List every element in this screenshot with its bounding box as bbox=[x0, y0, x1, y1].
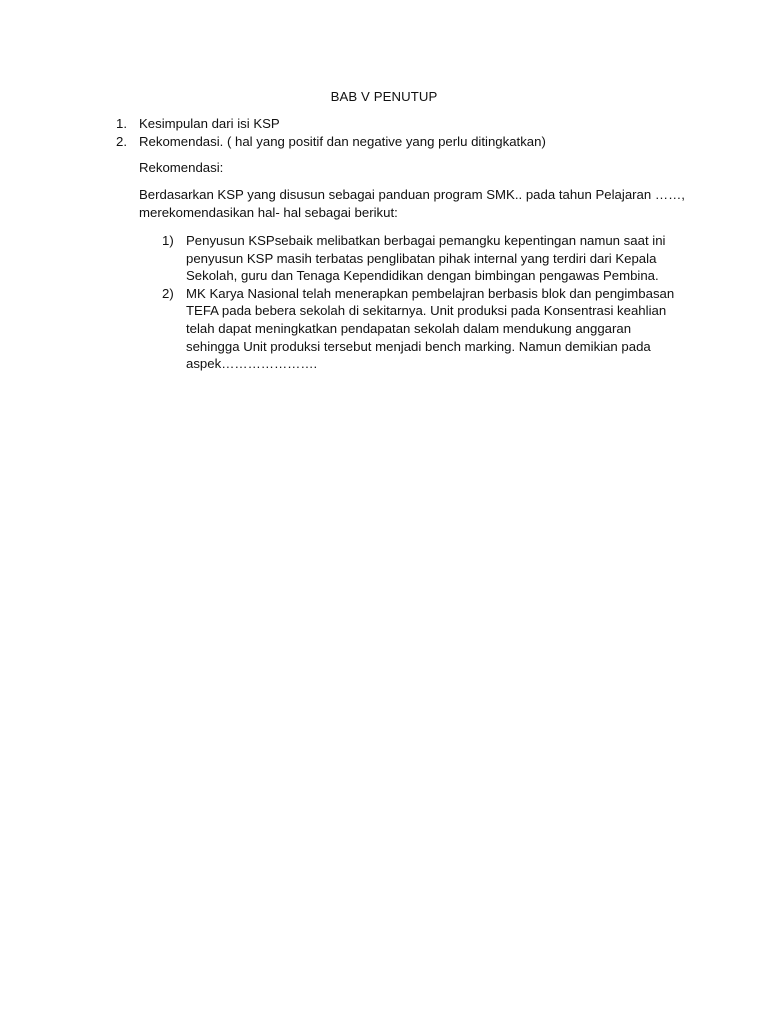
list-item bbox=[162, 232, 672, 285]
list-item-line: Sekolah, guru dan Tenaga Kependidikan dengan bimbingan pengawas Pembina. bbox=[186, 268, 659, 284]
list-item-line: aspek…………………. bbox=[186, 356, 318, 372]
intro-line: merekomendasikan hal- hal sebagai berikut: bbox=[139, 204, 398, 220]
list-item-line: penyusun KSP masih terbatas penglibatan pihak internal yang terdiri dari Kepala bbox=[186, 250, 657, 266]
list-item-line: MK Karya Nasional telah menerapkan pembelajran berbasis blok dan pengimbasan bbox=[186, 285, 675, 301]
outer-numbered-list bbox=[116, 115, 676, 150]
list-item bbox=[116, 115, 676, 133]
list-item-number: 2. bbox=[116, 133, 127, 149]
list-item-number: 1. bbox=[116, 116, 127, 131]
list-item-line: Penyusun KSPsebaik melibatkan berbagai pemangku kepentingan namun saat ini bbox=[186, 233, 666, 248]
list-item-line: sehingga Unit produksi tersebut menjadi bench marking. Namun demikian pada bbox=[186, 338, 651, 354]
inner-numbered-list bbox=[162, 232, 675, 373]
intro-paragraph bbox=[139, 186, 685, 221]
rekomendasi-label: Rekomendasi: bbox=[139, 160, 224, 175]
list-item-text: Kesimpulan dari isi KSP bbox=[139, 116, 280, 131]
list-item-text: Rekomendasi. ( hal yang positif dan negative yang perlu ditingkatkan) bbox=[139, 133, 546, 149]
list-item-line: telah dapat meningkatkan pendapatan sekolah dalam mendukung anggaran bbox=[186, 320, 632, 336]
page-title: BAB V PENUTUP bbox=[330, 89, 438, 104]
list-item bbox=[162, 285, 675, 373]
list-item-number: 1) bbox=[162, 233, 174, 248]
intro-line: Berdasarkan KSP yang disusun sebagai panduan program SMK.. pada tahun Pelajaran ……, bbox=[139, 187, 685, 202]
list-item-number: 2) bbox=[162, 285, 174, 301]
list-item bbox=[116, 133, 676, 151]
list-item-line: TEFA pada bebera sekolah di sekitarnya. Unit produksi pada Konsentrasi keahlian bbox=[186, 303, 667, 319]
